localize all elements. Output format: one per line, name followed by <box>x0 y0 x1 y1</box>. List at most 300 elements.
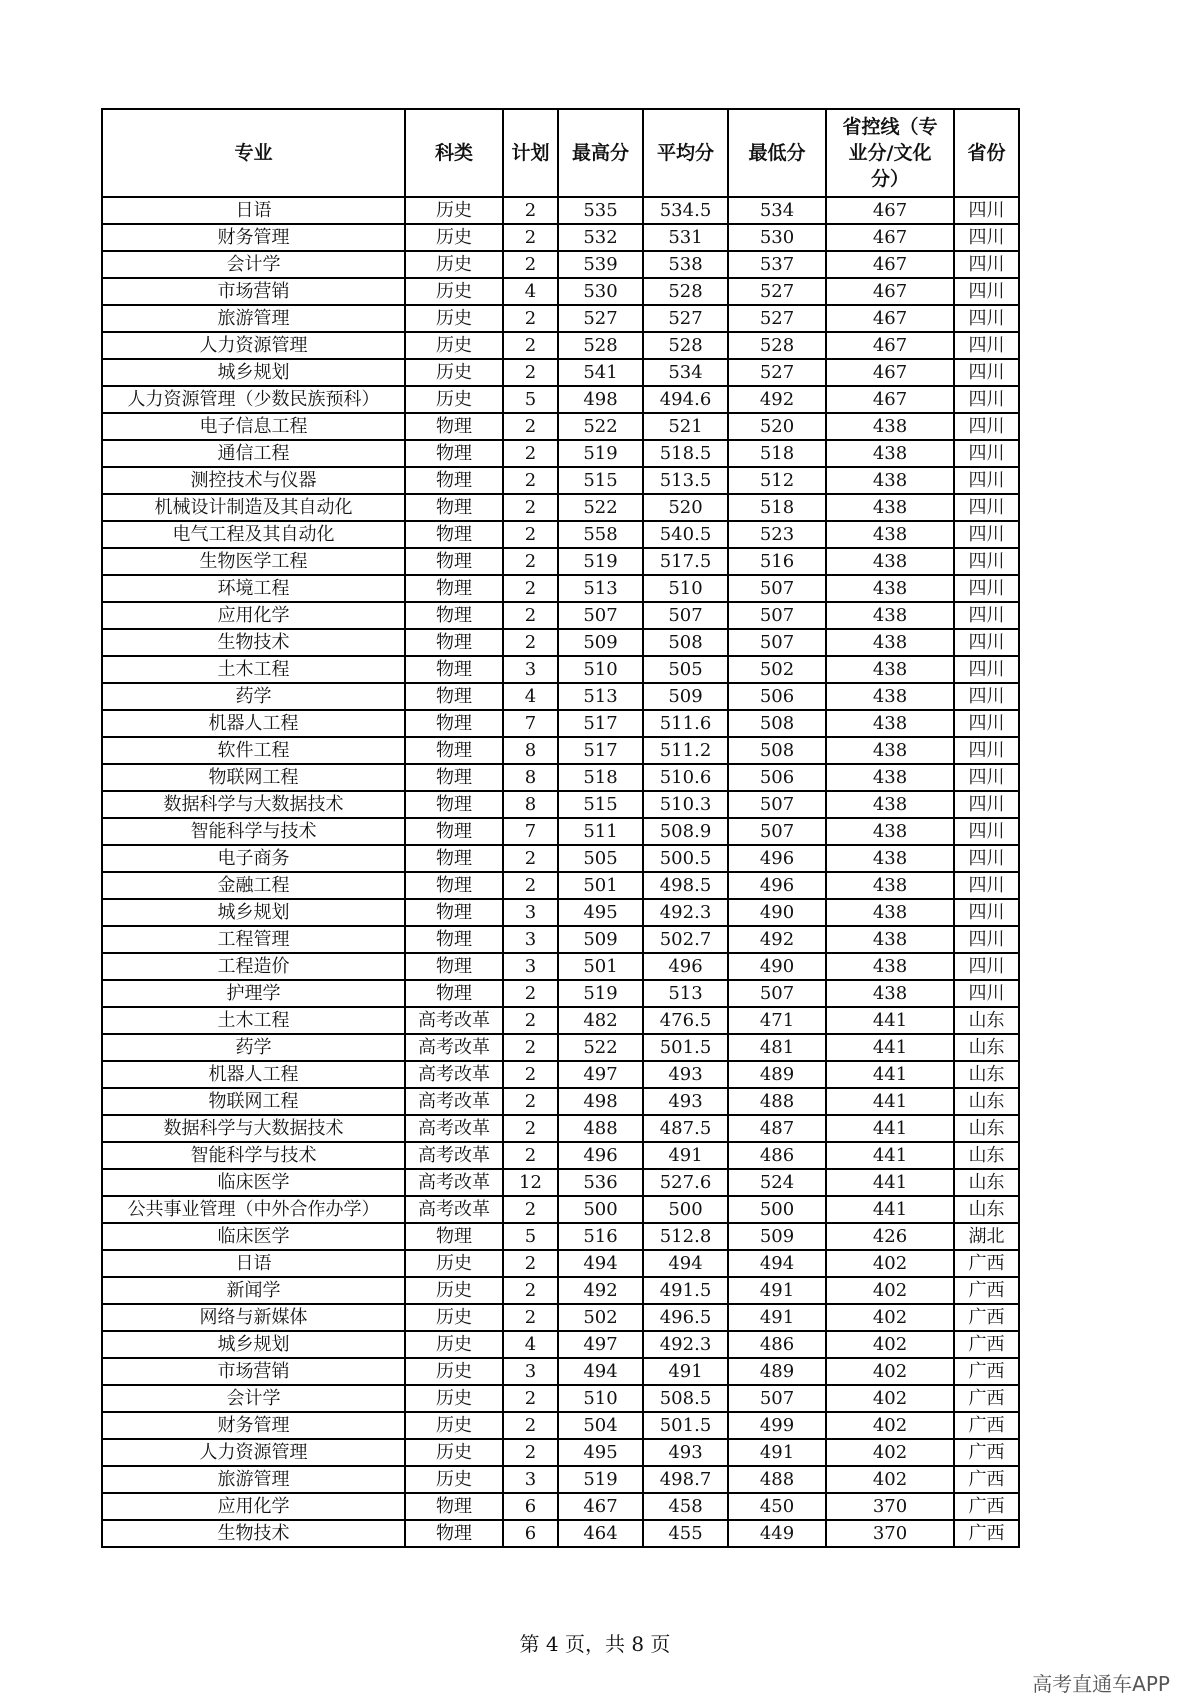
cell-category: 历史 <box>405 1385 503 1412</box>
cell-major: 智能科学与技术 <box>102 818 405 845</box>
cell-major: 测控技术与仪器 <box>102 467 405 494</box>
cell-category: 历史 <box>405 1412 503 1439</box>
cell-major: 生物技术 <box>102 1520 405 1547</box>
header-row <box>102 109 1019 197</box>
cell-min-score: 507 <box>728 602 826 629</box>
cell-category: 高考改革 <box>405 1142 503 1169</box>
cell-max-score: 517 <box>558 737 643 764</box>
cell-major: 财务管理 <box>102 1412 405 1439</box>
cell-control-line: 438 <box>826 737 954 764</box>
header-plan: 计划 <box>503 109 558 197</box>
cell-province: 山东 <box>954 1142 1019 1169</box>
cell-major: 财务管理 <box>102 224 405 251</box>
table-row <box>102 1466 1019 1493</box>
cell-min-score: 530 <box>728 224 826 251</box>
cell-category: 高考改革 <box>405 1088 503 1115</box>
cell-avg-score: 487.5 <box>643 1115 728 1142</box>
cell-plan: 2 <box>503 548 558 575</box>
cell-plan: 2 <box>503 1277 558 1304</box>
cell-category: 物理 <box>405 656 503 683</box>
cell-province: 四川 <box>954 656 1019 683</box>
cell-control-line: 402 <box>826 1439 954 1466</box>
cell-max-score: 535 <box>558 197 643 224</box>
cell-major: 工程造价 <box>102 953 405 980</box>
cell-max-score: 467 <box>558 1493 643 1520</box>
cell-province: 四川 <box>954 575 1019 602</box>
cell-avg-score: 510 <box>643 575 728 602</box>
cell-avg-score: 510.3 <box>643 791 728 818</box>
cell-avg-score: 509 <box>643 683 728 710</box>
cell-max-score: 504 <box>558 1412 643 1439</box>
cell-province: 四川 <box>954 737 1019 764</box>
cell-plan: 2 <box>503 1142 558 1169</box>
cell-min-score: 494 <box>728 1250 826 1277</box>
cell-max-score: 519 <box>558 980 643 1007</box>
cell-plan: 2 <box>503 1412 558 1439</box>
cell-avg-score: 527.6 <box>643 1169 728 1196</box>
cell-min-score: 527 <box>728 278 826 305</box>
cell-plan: 7 <box>503 818 558 845</box>
cell-control-line: 438 <box>826 953 954 980</box>
cell-max-score: 513 <box>558 575 643 602</box>
cell-province: 广西 <box>954 1466 1019 1493</box>
cell-max-score: 498 <box>558 386 643 413</box>
cell-control-line: 441 <box>826 1169 954 1196</box>
cell-province: 四川 <box>954 818 1019 845</box>
cell-control-line: 441 <box>826 1034 954 1061</box>
cell-plan: 8 <box>503 791 558 818</box>
cell-max-score: 513 <box>558 683 643 710</box>
cell-min-score: 518 <box>728 494 826 521</box>
cell-avg-score: 498.5 <box>643 872 728 899</box>
cell-major: 公共事业管理（中外合作办学） <box>102 1196 405 1223</box>
cell-category: 历史 <box>405 224 503 251</box>
cell-avg-score: 491 <box>643 1142 728 1169</box>
table-row <box>102 1439 1019 1466</box>
cell-category: 历史 <box>405 278 503 305</box>
cell-max-score: 519 <box>558 1466 643 1493</box>
admission-scores-table <box>101 108 1020 1548</box>
cell-province: 四川 <box>954 413 1019 440</box>
cell-max-score: 518 <box>558 764 643 791</box>
cell-min-score: 509 <box>728 1223 826 1250</box>
cell-max-score: 511 <box>558 818 643 845</box>
cell-min-score: 507 <box>728 575 826 602</box>
cell-category: 物理 <box>405 980 503 1007</box>
cell-min-score: 486 <box>728 1142 826 1169</box>
cell-avg-score: 531 <box>643 224 728 251</box>
cell-plan: 2 <box>503 845 558 872</box>
cell-major: 人力资源管理（少数民族预科） <box>102 386 405 413</box>
cell-avg-score: 458 <box>643 1493 728 1520</box>
table-row <box>102 818 1019 845</box>
cell-min-score: 492 <box>728 926 826 953</box>
cell-category: 物理 <box>405 764 503 791</box>
cell-control-line: 402 <box>826 1250 954 1277</box>
cell-control-line: 467 <box>826 386 954 413</box>
cell-control-line: 438 <box>826 629 954 656</box>
cell-avg-score: 498.7 <box>643 1466 728 1493</box>
cell-province: 山东 <box>954 1196 1019 1223</box>
table-row <box>102 467 1019 494</box>
cell-plan: 8 <box>503 764 558 791</box>
table-row <box>102 197 1019 224</box>
cell-plan: 3 <box>503 926 558 953</box>
cell-category: 历史 <box>405 386 503 413</box>
cell-min-score: 507 <box>728 980 826 1007</box>
cell-min-score: 481 <box>728 1034 826 1061</box>
table-row <box>102 1088 1019 1115</box>
cell-max-score: 494 <box>558 1358 643 1385</box>
cell-min-score: 488 <box>728 1466 826 1493</box>
cell-min-score: 520 <box>728 413 826 440</box>
cell-min-score: 491 <box>728 1439 826 1466</box>
cell-control-line: 441 <box>826 1115 954 1142</box>
cell-plan: 2 <box>503 521 558 548</box>
cell-major: 物联网工程 <box>102 1088 405 1115</box>
cell-min-score: 491 <box>728 1277 826 1304</box>
cell-min-score: 523 <box>728 521 826 548</box>
cell-plan: 4 <box>503 683 558 710</box>
cell-min-score: 471 <box>728 1007 826 1034</box>
cell-max-score: 522 <box>558 413 643 440</box>
cell-avg-score: 501.5 <box>643 1034 728 1061</box>
cell-category: 历史 <box>405 359 503 386</box>
table-row <box>102 305 1019 332</box>
cell-min-score: 507 <box>728 818 826 845</box>
cell-control-line: 438 <box>826 494 954 521</box>
table-row <box>102 1520 1019 1547</box>
cell-category: 物理 <box>405 602 503 629</box>
cell-major: 土木工程 <box>102 656 405 683</box>
cell-max-score: 510 <box>558 656 643 683</box>
cell-min-score: 508 <box>728 737 826 764</box>
cell-plan: 5 <box>503 386 558 413</box>
table-row <box>102 764 1019 791</box>
cell-max-score: 497 <box>558 1331 643 1358</box>
cell-min-score: 537 <box>728 251 826 278</box>
cell-avg-score: 508.5 <box>643 1385 728 1412</box>
header-min-score: 最低分 <box>728 109 826 197</box>
cell-control-line: 467 <box>826 359 954 386</box>
cell-avg-score: 493 <box>643 1088 728 1115</box>
table-row <box>102 953 1019 980</box>
cell-avg-score: 493 <box>643 1439 728 1466</box>
cell-min-score: 492 <box>728 386 826 413</box>
cell-max-score: 519 <box>558 440 643 467</box>
cell-province: 四川 <box>954 494 1019 521</box>
cell-avg-score: 511.2 <box>643 737 728 764</box>
cell-max-score: 509 <box>558 629 643 656</box>
cell-major: 电子商务 <box>102 845 405 872</box>
cell-max-score: 505 <box>558 845 643 872</box>
cell-min-score: 496 <box>728 872 826 899</box>
cell-province: 山东 <box>954 1034 1019 1061</box>
cell-category: 物理 <box>405 521 503 548</box>
cell-major: 会计学 <box>102 1385 405 1412</box>
cell-province: 山东 <box>954 1088 1019 1115</box>
cell-province: 四川 <box>954 845 1019 872</box>
cell-min-score: 502 <box>728 656 826 683</box>
table-row <box>102 440 1019 467</box>
cell-major: 电子信息工程 <box>102 413 405 440</box>
cell-province: 四川 <box>954 305 1019 332</box>
table-row <box>102 1385 1019 1412</box>
cell-province: 广西 <box>954 1331 1019 1358</box>
cell-avg-score: 528 <box>643 332 728 359</box>
cell-avg-score: 494 <box>643 1250 728 1277</box>
cell-avg-score: 538 <box>643 251 728 278</box>
cell-control-line: 402 <box>826 1304 954 1331</box>
table-row <box>102 926 1019 953</box>
cell-control-line: 467 <box>826 278 954 305</box>
cell-major: 旅游管理 <box>102 305 405 332</box>
cell-control-line: 438 <box>826 980 954 1007</box>
cell-plan: 2 <box>503 359 558 386</box>
cell-plan: 2 <box>503 1385 558 1412</box>
table-row <box>102 1331 1019 1358</box>
cell-avg-score: 528 <box>643 278 728 305</box>
cell-max-score: 501 <box>558 872 643 899</box>
cell-avg-score: 518.5 <box>643 440 728 467</box>
header-category: 科类 <box>405 109 503 197</box>
cell-major: 日语 <box>102 197 405 224</box>
cell-major: 药学 <box>102 683 405 710</box>
cell-control-line: 438 <box>826 413 954 440</box>
cell-plan: 2 <box>503 413 558 440</box>
cell-max-score: 516 <box>558 1223 643 1250</box>
cell-province: 山东 <box>954 1169 1019 1196</box>
cell-plan: 8 <box>503 737 558 764</box>
cell-avg-score: 491.5 <box>643 1277 728 1304</box>
cell-category: 物理 <box>405 575 503 602</box>
cell-province: 四川 <box>954 440 1019 467</box>
cell-category: 物理 <box>405 413 503 440</box>
table-row <box>102 1412 1019 1439</box>
cell-major: 会计学 <box>102 251 405 278</box>
cell-max-score: 539 <box>558 251 643 278</box>
cell-province: 广西 <box>954 1358 1019 1385</box>
cell-min-score: 449 <box>728 1520 826 1547</box>
cell-avg-score: 534.5 <box>643 197 728 224</box>
cell-min-score: 450 <box>728 1493 826 1520</box>
cell-max-score: 530 <box>558 278 643 305</box>
cell-province: 广西 <box>954 1385 1019 1412</box>
cell-max-score: 507 <box>558 602 643 629</box>
cell-avg-score: 493 <box>643 1061 728 1088</box>
cell-category: 物理 <box>405 953 503 980</box>
cell-min-score: 496 <box>728 845 826 872</box>
cell-province: 四川 <box>954 602 1019 629</box>
cell-plan: 2 <box>503 575 558 602</box>
cell-plan: 4 <box>503 278 558 305</box>
cell-province: 广西 <box>954 1439 1019 1466</box>
table-row <box>102 1304 1019 1331</box>
cell-province: 四川 <box>954 629 1019 656</box>
cell-plan: 2 <box>503 494 558 521</box>
cell-avg-score: 496 <box>643 953 728 980</box>
cell-category: 历史 <box>405 305 503 332</box>
cell-province: 湖北 <box>954 1223 1019 1250</box>
cell-plan: 2 <box>503 1007 558 1034</box>
cell-province: 山东 <box>954 1115 1019 1142</box>
cell-min-score: 508 <box>728 710 826 737</box>
table-row <box>102 1223 1019 1250</box>
cell-control-line: 438 <box>826 548 954 575</box>
cell-province: 四川 <box>954 872 1019 899</box>
table-row <box>102 1493 1019 1520</box>
cell-min-score: 527 <box>728 359 826 386</box>
cell-min-score: 506 <box>728 764 826 791</box>
cell-category: 历史 <box>405 1304 503 1331</box>
cell-control-line: 467 <box>826 251 954 278</box>
cell-major: 生物医学工程 <box>102 548 405 575</box>
cell-control-line: 402 <box>826 1277 954 1304</box>
cell-province: 四川 <box>954 359 1019 386</box>
table-row <box>102 1061 1019 1088</box>
table-row <box>102 413 1019 440</box>
cell-major: 护理学 <box>102 980 405 1007</box>
cell-max-score: 500 <box>558 1196 643 1223</box>
cell-avg-score: 492.3 <box>643 1331 728 1358</box>
cell-avg-score: 513.5 <box>643 467 728 494</box>
cell-province: 广西 <box>954 1250 1019 1277</box>
cell-avg-score: 505 <box>643 656 728 683</box>
cell-major: 人力资源管理 <box>102 332 405 359</box>
table-row <box>102 980 1019 1007</box>
cell-control-line: 402 <box>826 1385 954 1412</box>
cell-avg-score: 520 <box>643 494 728 521</box>
cell-category: 物理 <box>405 818 503 845</box>
cell-category: 物理 <box>405 494 503 521</box>
cell-plan: 4 <box>503 1331 558 1358</box>
cell-major: 机器人工程 <box>102 710 405 737</box>
cell-category: 高考改革 <box>405 1061 503 1088</box>
cell-province: 四川 <box>954 764 1019 791</box>
cell-max-score: 494 <box>558 1250 643 1277</box>
cell-control-line: 467 <box>826 305 954 332</box>
table-row <box>102 629 1019 656</box>
table-row <box>102 602 1019 629</box>
cell-major: 市场营销 <box>102 1358 405 1385</box>
cell-province: 山东 <box>954 1061 1019 1088</box>
cell-plan: 2 <box>503 1304 558 1331</box>
cell-avg-score: 502.7 <box>643 926 728 953</box>
cell-plan: 3 <box>503 953 558 980</box>
cell-major: 软件工程 <box>102 737 405 764</box>
header-control-line: 省控线（专业分/文化分） <box>826 109 954 197</box>
cell-province: 四川 <box>954 980 1019 1007</box>
cell-max-score: 496 <box>558 1142 643 1169</box>
table-row <box>102 521 1019 548</box>
cell-control-line: 402 <box>826 1358 954 1385</box>
cell-category: 历史 <box>405 1250 503 1277</box>
cell-major: 城乡规划 <box>102 359 405 386</box>
table-row <box>102 845 1019 872</box>
cell-control-line: 426 <box>826 1223 954 1250</box>
cell-avg-score: 496.5 <box>643 1304 728 1331</box>
cell-min-score: 512 <box>728 467 826 494</box>
cell-category: 历史 <box>405 251 503 278</box>
cell-category: 物理 <box>405 845 503 872</box>
cell-control-line: 402 <box>826 1466 954 1493</box>
cell-plan: 2 <box>503 629 558 656</box>
cell-category: 物理 <box>405 1223 503 1250</box>
table-row <box>102 386 1019 413</box>
cell-max-score: 519 <box>558 548 643 575</box>
cell-category: 物理 <box>405 1520 503 1547</box>
cell-max-score: 498 <box>558 1088 643 1115</box>
cell-province: 四川 <box>954 224 1019 251</box>
cell-control-line: 438 <box>826 602 954 629</box>
cell-plan: 2 <box>503 1034 558 1061</box>
cell-category: 高考改革 <box>405 1007 503 1034</box>
cell-min-score: 524 <box>728 1169 826 1196</box>
cell-control-line: 438 <box>826 845 954 872</box>
cell-avg-score: 513 <box>643 980 728 1007</box>
cell-plan: 2 <box>503 197 558 224</box>
cell-control-line: 370 <box>826 1493 954 1520</box>
cell-major: 生物技术 <box>102 629 405 656</box>
cell-major: 工程管理 <box>102 926 405 953</box>
cell-max-score: 495 <box>558 1439 643 1466</box>
cell-avg-score: 501.5 <box>643 1412 728 1439</box>
cell-control-line: 441 <box>826 1061 954 1088</box>
table-row <box>102 1358 1019 1385</box>
cell-min-score: 489 <box>728 1061 826 1088</box>
cell-avg-score: 540.5 <box>643 521 728 548</box>
table-row <box>102 710 1019 737</box>
table-row <box>102 1142 1019 1169</box>
cell-province: 四川 <box>954 521 1019 548</box>
table-row <box>102 899 1019 926</box>
table-row <box>102 1169 1019 1196</box>
cell-province: 四川 <box>954 899 1019 926</box>
cell-plan: 2 <box>503 332 558 359</box>
cell-category: 物理 <box>405 899 503 926</box>
cell-max-score: 495 <box>558 899 643 926</box>
cell-min-score: 500 <box>728 1196 826 1223</box>
cell-plan: 2 <box>503 1250 558 1277</box>
cell-category: 历史 <box>405 332 503 359</box>
cell-avg-score: 507 <box>643 602 728 629</box>
cell-plan: 2 <box>503 980 558 1007</box>
cell-control-line: 438 <box>826 926 954 953</box>
cell-province: 四川 <box>954 953 1019 980</box>
cell-control-line: 438 <box>826 467 954 494</box>
cell-min-score: 486 <box>728 1331 826 1358</box>
cell-max-score: 497 <box>558 1061 643 1088</box>
cell-plan: 2 <box>503 1061 558 1088</box>
cell-major: 旅游管理 <box>102 1466 405 1493</box>
cell-min-score: 534 <box>728 197 826 224</box>
cell-major: 数据科学与大数据技术 <box>102 791 405 818</box>
cell-major: 药学 <box>102 1034 405 1061</box>
cell-max-score: 541 <box>558 359 643 386</box>
cell-plan: 7 <box>503 710 558 737</box>
cell-min-score: 506 <box>728 683 826 710</box>
cell-max-score: 464 <box>558 1520 643 1547</box>
table-body <box>102 197 1019 1547</box>
cell-avg-score: 494.6 <box>643 386 728 413</box>
cell-min-score: 518 <box>728 440 826 467</box>
table-row <box>102 1250 1019 1277</box>
table-row <box>102 1007 1019 1034</box>
cell-category: 历史 <box>405 1331 503 1358</box>
cell-plan: 2 <box>503 1115 558 1142</box>
cell-min-score: 507 <box>728 791 826 818</box>
cell-control-line: 438 <box>826 683 954 710</box>
